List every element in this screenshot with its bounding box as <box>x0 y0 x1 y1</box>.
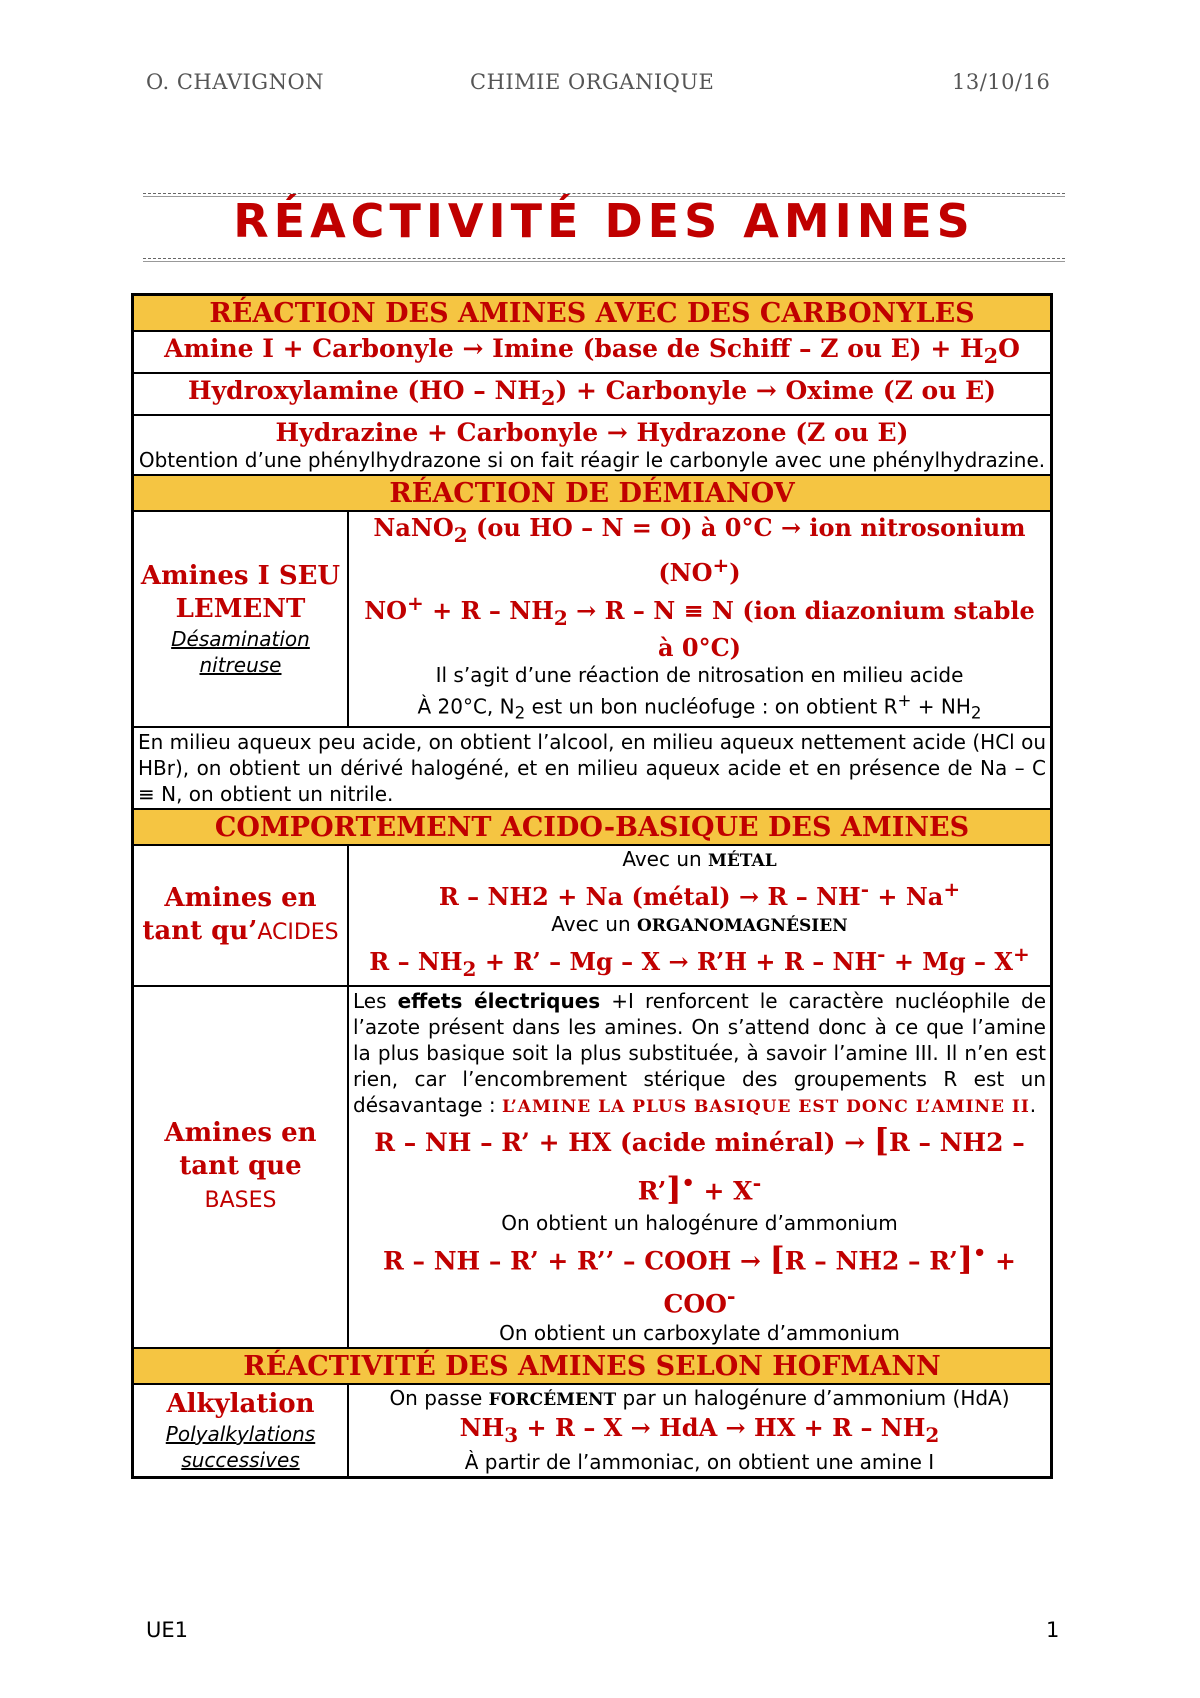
alkylation-label: Alkylation <box>166 1388 315 1419</box>
hofmann-note: À partir de l’ammoniac, on obtient une amine I <box>464 1449 935 1474</box>
section-title-acidobasique: COMPORTEMENT ACIDO-BASIQUE DES AMINES <box>133 809 1052 845</box>
acid-left-cell <box>133 845 349 986</box>
header-author: O. CHAVIGNON <box>146 70 325 94</box>
hx-equation: R – NH – R’ + HX (acide minéral) → [R – NH2 – R’]• + X- <box>374 1121 1025 1208</box>
hydrazone-note: Obtention d’une phénylhydrazone si on fait réagir le carbonyle avec une phénylhydrazine. <box>138 448 1046 472</box>
hydrazone-equation: Hydrazine + Carbonyle → Hydrazone (Z ou E) <box>275 418 909 447</box>
base-text: Les effets électriques +I renforcent le caractère nucléophile de l’azote présent dans les amines. On s’attend donc à ce que l’amine la plus basique soit la plus substituée, à savoir l’amine III. Il n’en est rien, car l’encombrement stérique des groupements R est un désavantage : L’AMINE LA PLUS BASIQUE EST DONC L’AMINE II. <box>353 989 1047 1118</box>
demianov-right-cell <box>348 511 1052 727</box>
header-date: 13/10/16 <box>952 70 1051 94</box>
demianov-label: Amines I SEULEMENT <box>140 561 341 625</box>
hofmann-text: On passe FORCÉMENT par un halogénure d’ammonium (HdA) <box>389 1386 1010 1411</box>
organo-heading: Avec un ORGANOMAGNÉSIEN <box>551 912 848 937</box>
hofmann-left-cell <box>133 1384 349 1477</box>
demianov-full-note: En milieu aqueux peu acide, on obtient l’alcool, en milieu aqueux nettement acide (HCl ou HBr), on obtient un dérivé halogéné, et en milieu aqueux acide et en présence de Na – C ≡ N, on obtient un nitrile. <box>133 727 1052 809</box>
base-right-cell <box>348 986 1052 1348</box>
diazonium-equation: $NO^+ + R - NH_2 \to R - N \equiv N$ (ion diazonium stable à 0°C) <box>364 590 1035 662</box>
hofmann-equation: $NH_3 + R - X$ → HdA → HX + R – $NH_2$ <box>459 1413 940 1447</box>
base-label: Amines en tant que BASES <box>164 1118 317 1214</box>
organo-equation: $R - NH_2 + R$’ – Mg – X → R’H + R – NH- + Mg – X+ <box>369 942 1030 982</box>
nucleofuge-note: À 20°C, $N_2$ est un bon nucléofuge : on obtient $R^+ + NH_2$ <box>417 690 982 723</box>
hofmann-right-cell <box>348 1384 1052 1477</box>
oxime-row: Hydroxylamine $(HO - NH_2)$ + Carbonyle → Oxime (Z ou E) <box>133 373 1052 415</box>
acid-label: Amines en tant qu’ACIDES <box>142 883 339 947</box>
footer-ue: UE1 <box>146 1618 188 1642</box>
nitrosonium-equation: NaNO$_2$ (ou HO – N = O) à 0°C → ion nitrosonium (NO+) <box>373 513 1026 587</box>
nitrosation-note: Il s’agit d’une réaction de nitrosation en milieu acide <box>435 662 964 687</box>
section-title-demianov: RÉACTION DE DÉMIANOV <box>133 475 1052 511</box>
header-subject: CHIMIE ORGANIQUE <box>470 70 715 94</box>
demianov-left-cell <box>133 511 349 727</box>
demianov-sublabel: Désamination nitreuse <box>171 627 310 678</box>
reactivity-table <box>131 293 1053 1479</box>
title-rule-bottom <box>143 258 1065 259</box>
hydrazone-row <box>133 415 1052 475</box>
page-title: RÉACTIVITÉ DES AMINES <box>233 194 975 248</box>
page-number: 1 <box>1046 1618 1060 1642</box>
title-rule-bottom-2 <box>143 261 1065 262</box>
alkylation-sublabel: Polyalkylations successives <box>165 1421 316 1472</box>
metal-equation: R – NH2 + Na (métal) → R – NH- + Na+ <box>438 877 961 912</box>
acid-right-cell <box>348 845 1052 986</box>
base-left-cell <box>133 986 349 1348</box>
metal-heading: Avec un MÉTAL <box>622 847 777 872</box>
hx-note: On obtient un halogénure d’ammonium <box>501 1211 898 1236</box>
imine-row: Amine I + Carbonyle → Imine (base de Schiff – Z ou $E) + H_2O$ <box>133 331 1052 373</box>
cooh-note: On obtient un carboxylate d’ammonium <box>499 1321 900 1346</box>
section-title-hofmann: RÉACTIVITÉ DES AMINES SELON HOFMANN <box>133 1348 1052 1384</box>
cooh-equation: R – NH – R’ + R’’ – COOH → [R – NH2 – R’]• + COO- <box>383 1239 1016 1319</box>
section-title-carbonyles: RÉACTION DES AMINES AVEC DES CARBONYLES <box>133 295 1052 332</box>
